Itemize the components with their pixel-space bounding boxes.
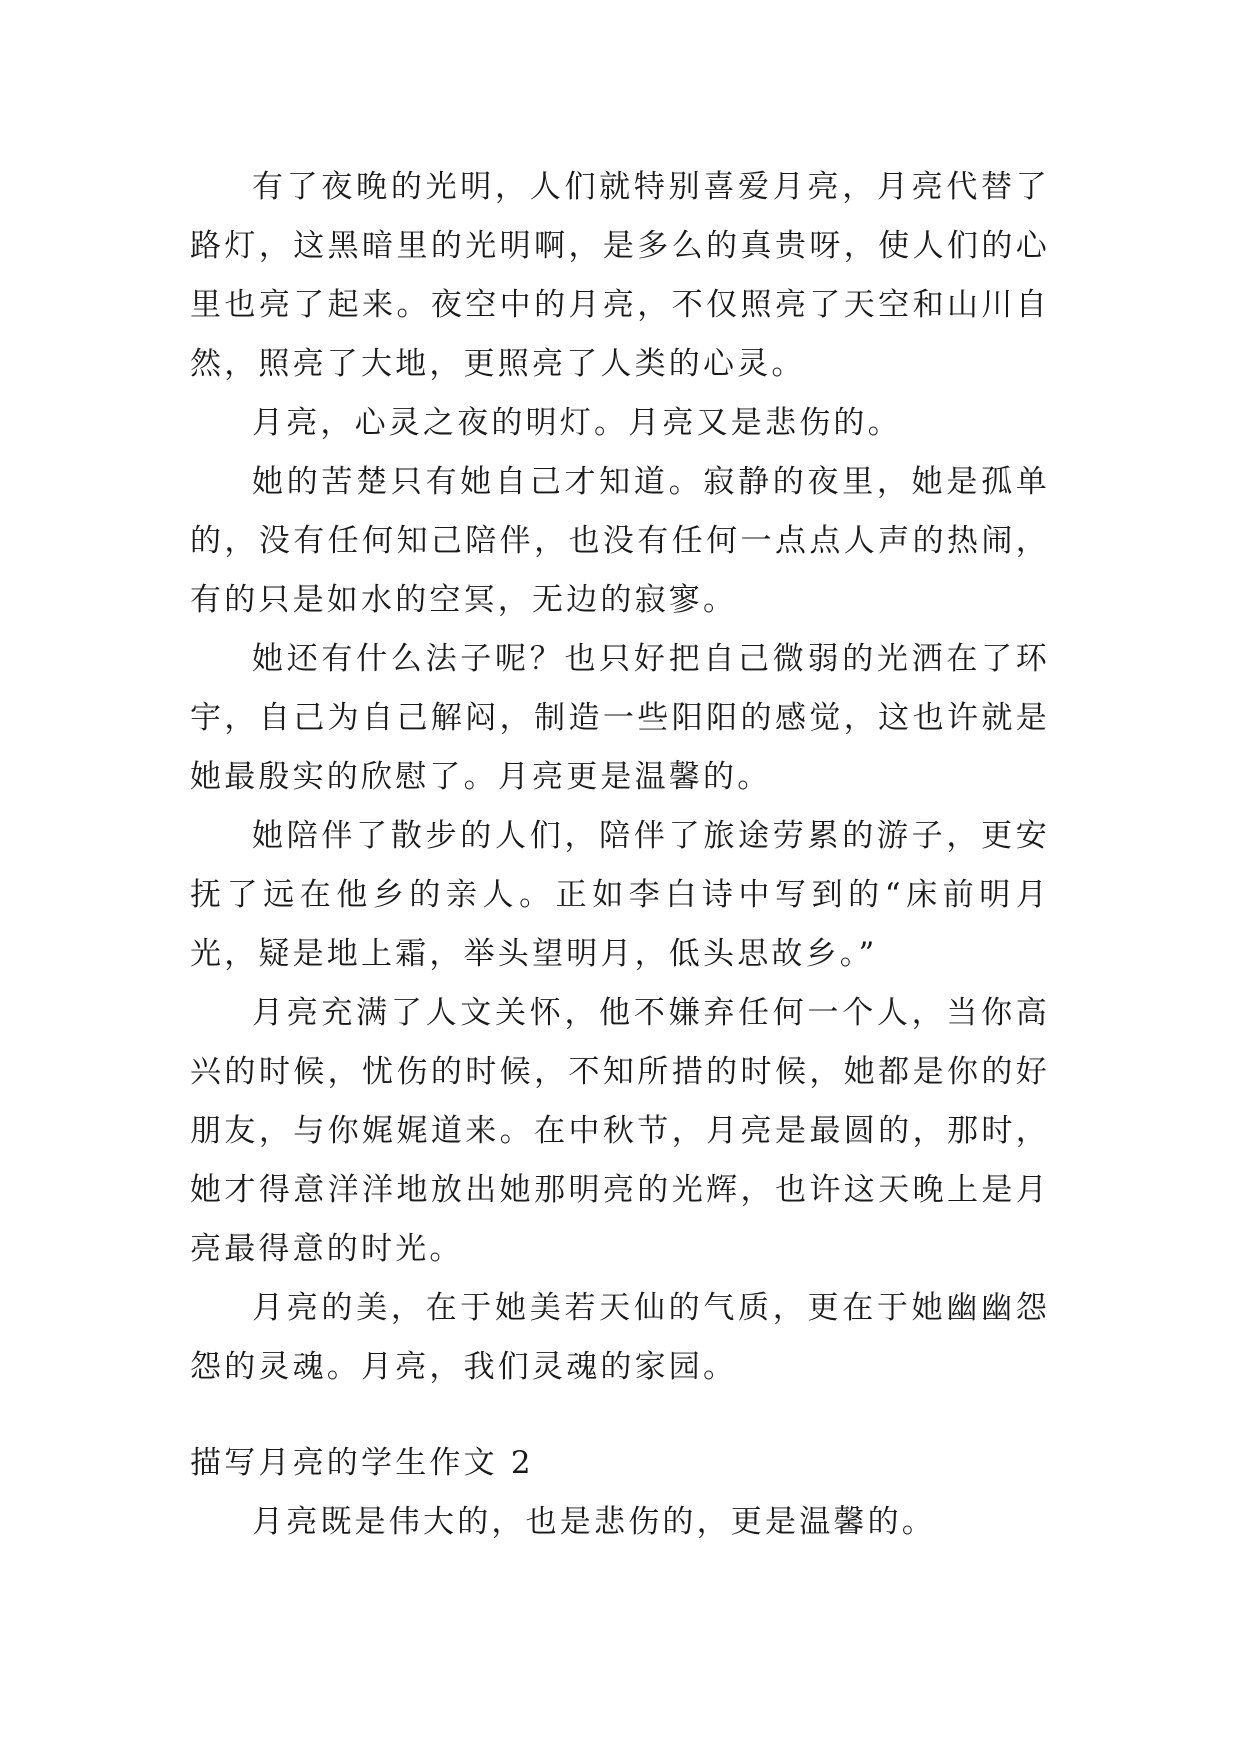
paragraph-1: 有了夜晚的光明，人们就特别喜爱月亮，月亮代替了路灯，这黑暗里的光明啊，是多么的真贵呀，使人们的心里也亮了起来。夜空中的月亮，不仅照亮了天空和山川自然，照亮了大地，更照亮了人类的心灵。 [190, 169, 1050, 382]
paragraph-2: 月亮，心灵之夜的明灯。月亮又是悲伤的。 [252, 405, 902, 441]
document-body [190, 158, 1050, 1552]
section-title: 描写月亮的学生作文 2 [190, 1445, 534, 1481]
paragraph-7: 月亮的美，在于她美若天仙的气质，更在于她幽幽怨怨的灵魂。月亮，我们灵魂的家园。 [190, 1290, 1050, 1385]
paragraph-3: 她的苦楚只有她自己才知道。寂静的夜里，她是孤单的，没有任何知己陪伴，也没有任何一点点人声的热闹，有的只是如水的空冥，无边的寂寥。 [190, 464, 1050, 618]
paragraph-6: 月亮充满了人文关怀，他不嫌弃任何一个人，当你高兴的时候，忧伤的时候，不知所措的时候，她都是你的好朋友，与你娓娓道来。在中秋节，月亮是最圆的，那时，她才得意洋洋地放出她那明亮的光辉，也许这天晚上是月亮最得意的时光。 [190, 995, 1050, 1267]
paragraph-5: 她陪伴了散步的人们，陪伴了旅途劳累的游子，更安抚了远在他乡的亲人。正如李白诗中写到的“床前明月光，疑是地上霜，举头望明月，低头思故乡。” [190, 818, 1050, 972]
paragraph-4: 她还有什么法子呢？也只好把自己微弱的光洒在了环宇，自己为自己解闷，制造一些阳阳的感觉，这也许就是她最殷实的欣慰了。月亮更是温馨的。 [190, 641, 1050, 795]
section-paragraph-1: 月亮既是伟大的，也是悲伤的，更是温馨的。 [252, 1504, 936, 1540]
